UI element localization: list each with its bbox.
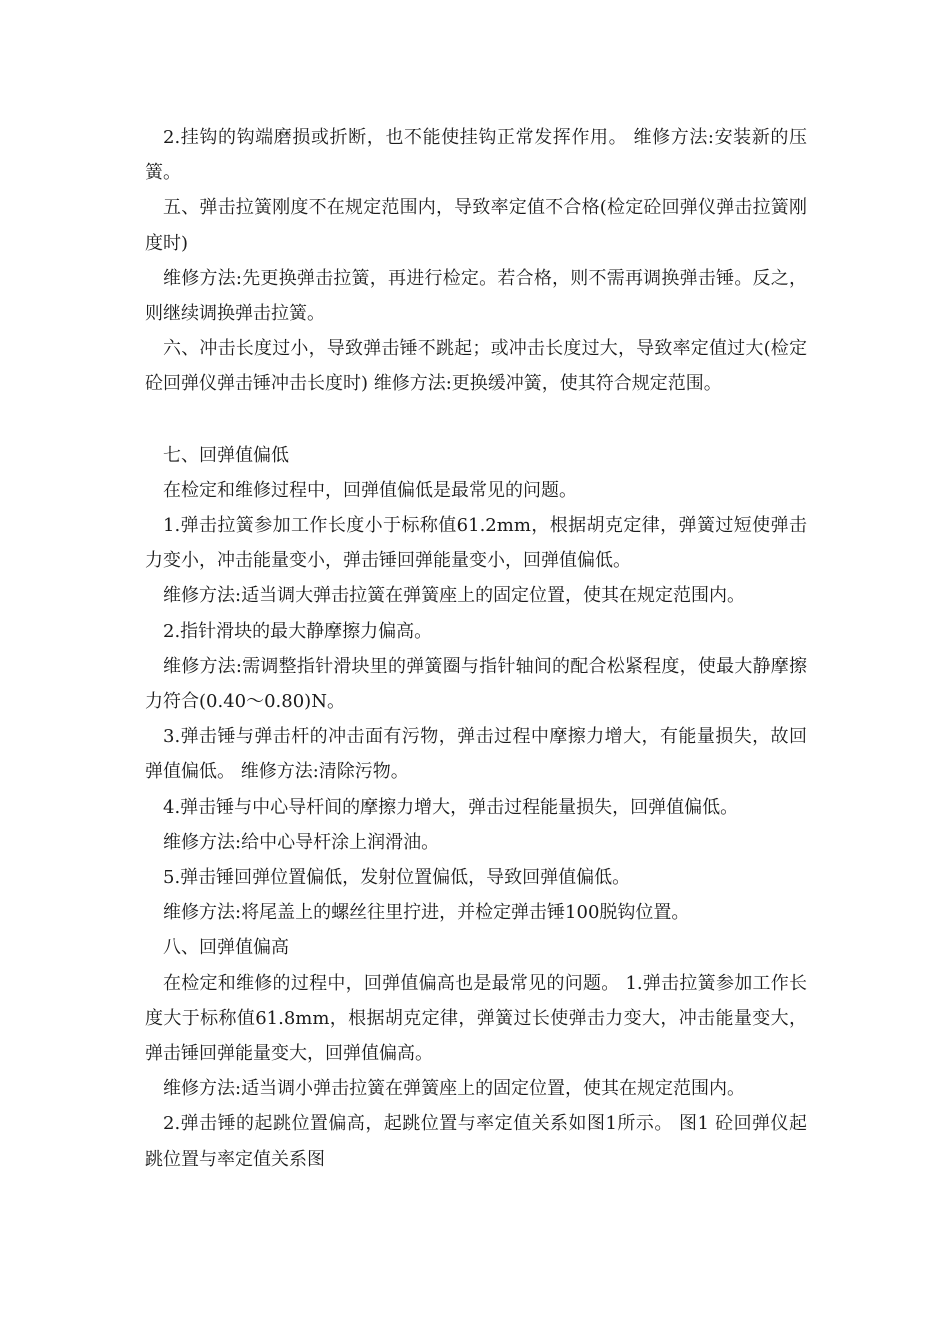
paragraph-low-5-repair: 维修方法:将尾盖上的螺丝往里拧进，并检定弹击锤100脱钩位置。 — [163, 902, 690, 924]
paragraph-low-1: 1.弹击拉簧参加工作长度小于标称值61.2mm，根据胡克定律，弹簧过短使弹击力变小，冲击能量变小，弹击锤回弹能量变小，回弹值偏低。 — [145, 515, 807, 572]
paragraph-low-2: 2.指针滑块的最大静摩擦力偏高。 — [163, 620, 433, 642]
heading-section-7: 七、回弹值偏低 — [163, 444, 289, 466]
heading-section-6: 六、冲击长度过小，导致弹击锤不跳起；或冲击长度过大，导致率定值过大(检定砼回弹仪弹击锤冲击长度时) 维修方法:更换缓冲簧，使其符合规定范围。 — [145, 338, 807, 395]
paragraph-low-2-repair: 维修方法:需调整指针滑块里的弹簧圈与指针轴间的配合松紧程度，使最大静摩擦力符合(0.40～0.80)N。 — [145, 655, 807, 713]
document-page — [145, 120, 807, 1177]
paragraph-hook-wear: 2.挂钩的钩端磨损或折断，也不能使挂钩正常发挥作用。 维修方法:安装新的压簧。 — [145, 127, 807, 184]
paragraph-low-1-repair: 维修方法:适当调大弹击拉簧在弹簧座上的固定位置，使其在规定范围内。 — [163, 585, 746, 607]
paragraph-low-3: 3.弹击锤与弹击杆的冲击面有污物，弹击过程中摩擦力增大，有能量损失，故回弹值偏低。 维修方法:清除污物。 — [145, 726, 807, 783]
paragraph-low-4-repair: 维修方法:给中心导杆涂上润滑油。 — [163, 831, 440, 853]
heading-section-5: 五、弹击拉簧刚度不在规定范围内，导致率定值不合格(检定砼回弹仪弹击拉簧刚度时) — [145, 197, 807, 254]
paragraph-repair-spring: 维修方法:先更换弹击拉簧，再进行检定。若合格，则不需再调换弹击锤。反之，则继续调换弹击拉簧。 — [145, 267, 807, 325]
paragraph-low-5: 5.弹击锤回弹位置偏低，发射位置偏低，导致回弹值偏低。 — [163, 867, 631, 889]
heading-section-8: 八、回弹值偏高 — [163, 937, 289, 959]
paragraph-high-1-repair: 维修方法:适当调小弹击拉簧在弹簧座上的固定位置，使其在规定范围内。 — [163, 1078, 746, 1100]
paragraph-high-1: 在检定和维修的过程中，回弹值偏高也是最常见的问题。 1.弹击拉簧参加工作长度大于标称值61.8mm，根据胡克定律，弹簧过长使弹击力变大，冲击能量变大，弹击锤回弹能量变大，回弹值偏高。 — [145, 972, 807, 1065]
paragraph-intro-low: 在检定和维修过程中，回弹值偏低是最常见的问题。 — [163, 479, 577, 501]
paragraph-high-2: 2.弹击锤的起跳位置偏高，起跳位置与率定值关系如图1所示。 图1 砼回弹仪起跳位置与率定值关系图 — [145, 1113, 807, 1170]
paragraph-low-4: 4.弹击锤与中心导杆间的摩擦力增大，弹击过程能量损失，回弹值偏低。 — [163, 796, 739, 818]
